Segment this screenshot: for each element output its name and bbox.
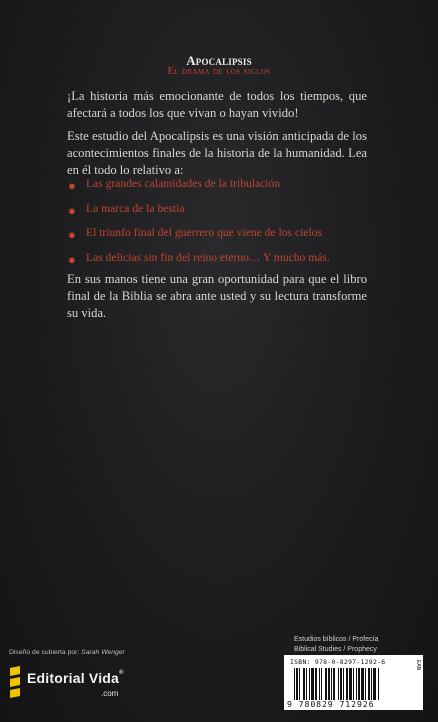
barcode-digits: 9 780829 712926 — [287, 699, 375, 709]
barcode-icon — [294, 668, 412, 700]
isbn-text: ISBN: 978-0-8297-1292-6 — [290, 658, 386, 666]
bullet-icon: ● — [68, 202, 76, 218]
highlight-text: Las grandes calamidades de la tribulación — [86, 177, 281, 190]
book-subtitle: El drama de los siglos — [167, 66, 271, 77]
designer-name: Sarah Wenger — [81, 649, 125, 656]
intro-paragraph: ¡La historia más emocionante de todos los tiempos, que afectará a todos los que vivan o hayan vivido! — [67, 89, 367, 120]
publisher-name: Vida — [88, 670, 120, 686]
publisher-prefix: Editorial — [27, 670, 85, 686]
credit-label: Diseño de cubierta por: — [9, 649, 80, 656]
highlight-text: Las delicias sin fin del reino eterno… Y mucho más. — [86, 250, 330, 264]
closing-paragraph: En sus manos tiene una gran oportunidad para que el libro final de la Biblia se abra ante usted y su lectura transforme su vida. — [67, 272, 367, 320]
publisher-logo — [8, 664, 168, 712]
bullet-icon: ● — [68, 227, 76, 242]
publisher-domain: .com — [101, 689, 119, 698]
publisher-mark-icon — [8, 666, 21, 702]
bullet-icon: ● — [68, 251, 76, 267]
cover-design-credit — [9, 649, 125, 656]
ean-label: EAN — [415, 660, 421, 671]
description-paragraph: Este estudio del Apocalipsis es una visión anticipada de los acontecimientos finales de la historia de la humanidad. Lea en él todo lo relativo a: — [67, 129, 367, 177]
book-title: Apocalipsis — [186, 53, 252, 68]
isbn-barcode — [284, 655, 423, 710]
highlight-item — [68, 177, 330, 202]
highlights-list — [68, 177, 330, 275]
highlight-text: La marca de la bestia — [86, 201, 185, 215]
category-english: Biblical Studies / Prophecy — [294, 646, 377, 653]
highlight-text: El triunfo final del guerrero que viene de los cielos — [86, 226, 322, 239]
highlight-item — [68, 202, 330, 227]
registered-mark: ® — [119, 670, 124, 676]
highlight-item — [68, 226, 330, 251]
publisher-wordmark — [27, 670, 124, 686]
bullet-icon: ● — [68, 178, 76, 193]
category-spanish: Estudios bíblicos / Profecía — [294, 636, 379, 643]
